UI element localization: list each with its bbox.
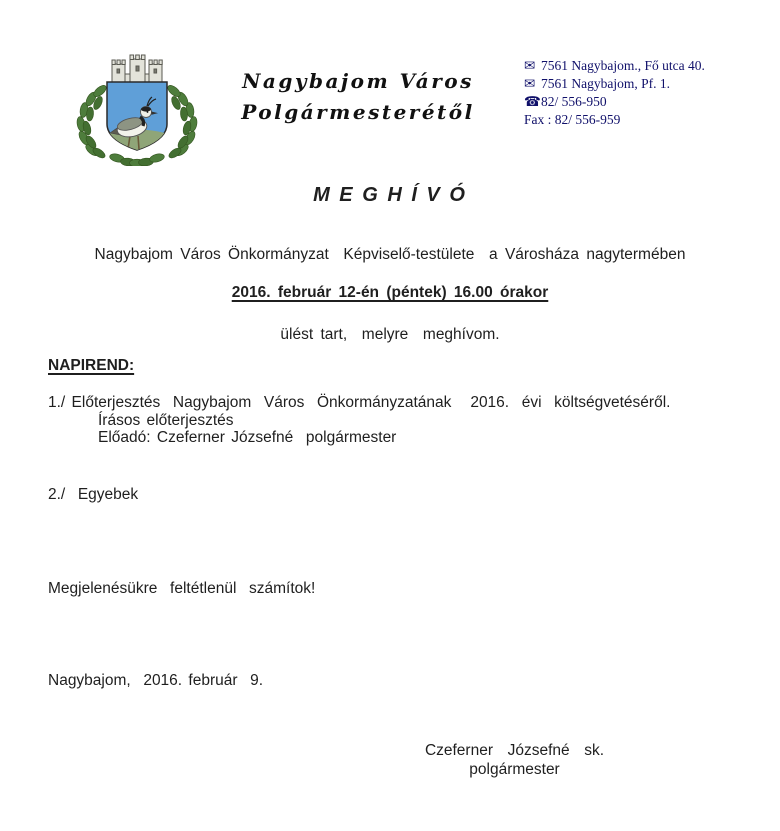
invite-sentence: ülést tart, melyre meghívom. [280, 326, 500, 343]
agenda-item-2: 2./ Egyebek [48, 486, 139, 503]
contact-row-pobox [524, 75, 705, 93]
castle-crown [112, 55, 162, 84]
contact-text: 7561 Nagybajom., Fő utca 40. [541, 58, 705, 73]
meeting-datetime-text: 2016. február 12-én (péntek) 16.00 órakor [231, 284, 549, 301]
signature-block [397, 742, 632, 779]
agenda-heading [48, 357, 134, 375]
coat-of-arms [72, 54, 202, 166]
contact-block [524, 57, 705, 129]
intro-paragraph: Nagybajom Város Önkormányzat Képviselő-testülete a Városháza nagytermében [94, 246, 686, 263]
contact-row-fax [524, 111, 705, 129]
contact-text: 7561 Nagybajom, Pf. 1. [541, 76, 670, 91]
coat-of-arms-graphic [72, 54, 202, 166]
agenda-item-1 [48, 394, 708, 447]
phone-icon: ☎ [524, 94, 541, 109]
place-date-line: Nagybajom, 2016. február 9. [48, 672, 264, 689]
meeting-datetime [0, 284, 780, 302]
document-title: M E G H Í V Ó [313, 184, 467, 206]
envelope-icon: ✉ [524, 76, 536, 91]
agenda-item-1-sub-1: Írásos előterjesztés [98, 411, 234, 429]
signature-title: polgármester [469, 760, 560, 778]
agenda-item-1-line: 1./ Előterjesztés Nagybajom Város Önkormányzatának 2016. évi költségvetéséről. [48, 394, 671, 411]
sender-title [230, 66, 486, 128]
envelope-icon: ✉ [524, 58, 536, 73]
signature-name: Czeferner Józsefné sk. [424, 742, 605, 759]
closing-sentence: Megjelenésükre feltétlenül számítok! [48, 580, 316, 597]
agenda-item-1-sub-2: Előadó: Czeferner Józsefné polgármester [98, 429, 397, 446]
agenda-heading-text: NAPIREND: [48, 357, 135, 374]
contact-row-address [524, 57, 705, 75]
contact-row-phone [524, 93, 705, 111]
sender-line-2: Polgármesterétől [241, 100, 475, 124]
contact-text: Fax : 82/ 556-959 [524, 112, 621, 127]
contact-text: 82/ 556-950 [541, 94, 607, 109]
sender-line-1: Nagybajom Város [242, 69, 474, 93]
